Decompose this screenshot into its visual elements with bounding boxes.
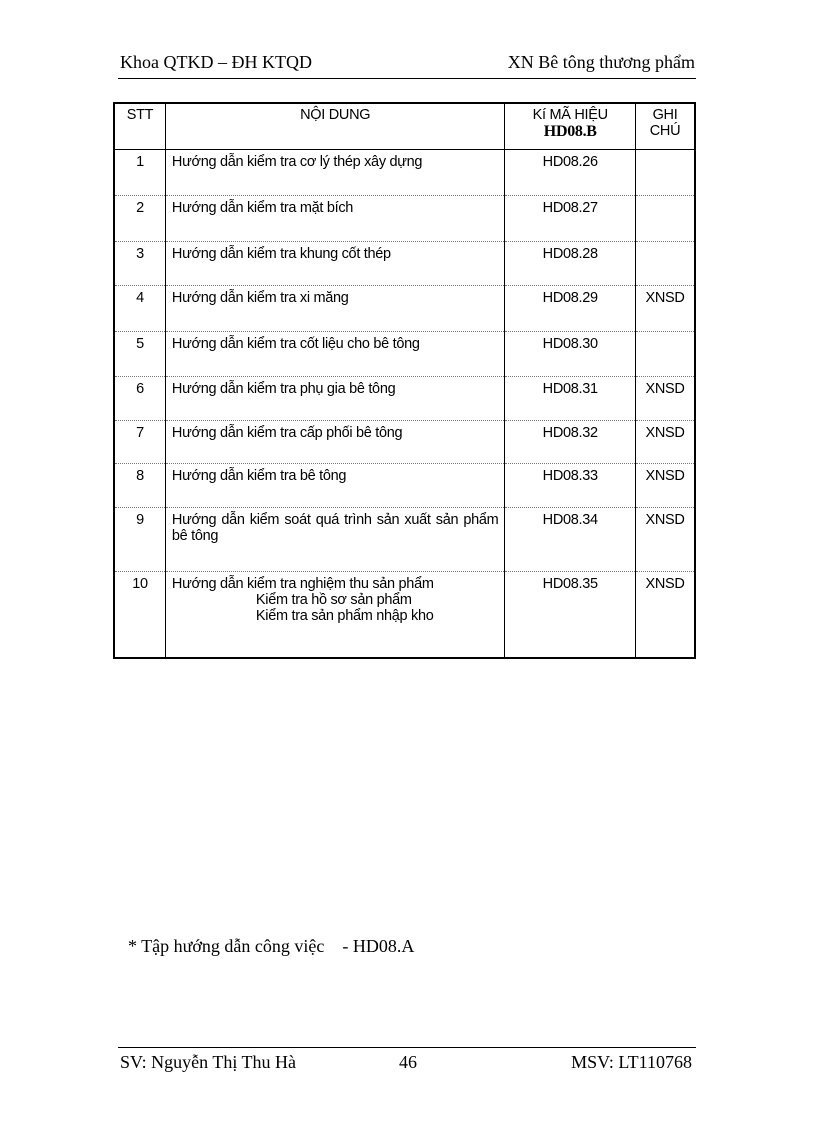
col-header-stt: STT — [114, 103, 165, 150]
cell-note — [636, 332, 695, 377]
table-header-row — [114, 103, 695, 150]
col-header-code — [505, 103, 636, 150]
cell-content: Hướng dẫn kiểm tra cơ lý thép xây dựng — [165, 150, 505, 196]
cell-note — [636, 150, 695, 196]
cell-note: XNSD — [636, 572, 695, 658]
cell-code: HD08.27 — [505, 196, 636, 242]
cell-code: HD08.35 — [505, 572, 636, 658]
cell-content: Hướng dẫn kiểm soát quá trình sản xuất sản phẩm bê tông — [165, 508, 505, 572]
cell-stt: 3 — [114, 242, 165, 286]
table-row — [114, 196, 695, 242]
cell-content-sub: Kiểm tra hồ sơ sản phẩm — [255, 592, 412, 608]
col-header-note-line2: CHÚ — [649, 123, 681, 139]
header-enterprise: XN Bê tông thương phẩm — [507, 52, 695, 72]
cell-stt: 2 — [114, 196, 165, 242]
cell-stt: 4 — [114, 286, 165, 332]
cell-content: Hướng dẫn kiểm tra phụ gia bê tông — [165, 377, 505, 421]
cell-content-main: Hướng dẫn kiểm tra nghiệm thu sản phẩm — [171, 576, 434, 592]
page-number: 46 — [399, 1052, 417, 1072]
cell-code: HD08.30 — [505, 332, 636, 377]
table-row — [114, 572, 695, 658]
col-header-code-value: HD08.B — [543, 123, 597, 140]
table-row — [114, 286, 695, 332]
header-faculty: Khoa QTKD – ĐH KTQD — [120, 52, 312, 72]
cell-code: HD08.33 — [505, 464, 636, 508]
document-list-table — [113, 102, 696, 659]
cell-note: XNSD — [636, 286, 695, 332]
col-header-content: NỘI DUNG — [165, 103, 505, 150]
cell-stt: 10 — [114, 572, 165, 658]
work-instruction-note: * Tập hướng dẫn công việc - HD08.A — [128, 936, 415, 956]
table-row — [114, 150, 695, 196]
table-row — [114, 464, 695, 508]
cell-stt: 6 — [114, 377, 165, 421]
cell-note — [636, 196, 695, 242]
cell-stt: 5 — [114, 332, 165, 377]
cell-code: HD08.26 — [505, 150, 636, 196]
cell-content: Hướng dẫn kiểm tra cốt liệu cho bê tông — [165, 332, 505, 377]
cell-content: Hướng dẫn kiểm tra khung cốt thép — [165, 242, 505, 286]
table-row — [114, 242, 695, 286]
cell-content: Hướng dẫn kiểm tra bê tông — [165, 464, 505, 508]
cell-stt: 1 — [114, 150, 165, 196]
col-header-note-line1: GHI — [652, 107, 678, 123]
cell-code: HD08.29 — [505, 286, 636, 332]
footer-divider — [118, 1047, 696, 1048]
cell-code: HD08.32 — [505, 421, 636, 464]
cell-code: HD08.31 — [505, 377, 636, 421]
cell-note: XNSD — [636, 464, 695, 508]
col-header-note — [636, 103, 695, 150]
cell-note — [636, 242, 695, 286]
cell-code: HD08.34 — [505, 508, 636, 572]
cell-code: HD08.28 — [505, 242, 636, 286]
table-row — [114, 508, 695, 572]
footer-student-name: SV: Nguyễn Thị Thu Hà — [120, 1052, 296, 1072]
cell-stt: 9 — [114, 508, 165, 572]
table-row — [114, 421, 695, 464]
cell-note: XNSD — [636, 377, 695, 421]
cell-note: XNSD — [636, 508, 695, 572]
col-header-code-label: Kí MÃ HIỆU — [532, 107, 608, 123]
table-row — [114, 332, 695, 377]
cell-content: Hướng dẫn kiểm tra mặt bích — [165, 196, 505, 242]
cell-note: XNSD — [636, 421, 695, 464]
cell-content: Hướng dẫn kiểm tra cấp phối bê tông — [165, 421, 505, 464]
cell-content: Hướng dẫn kiểm tra xi măng — [165, 286, 505, 332]
table-row — [114, 377, 695, 421]
cell-content-sub: Kiểm tra sản phẩm nhập kho — [255, 608, 434, 624]
header-divider — [118, 78, 696, 79]
footer-student-id: MSV: LT110768 — [571, 1052, 692, 1072]
cell-stt: 8 — [114, 464, 165, 508]
cell-content — [165, 572, 505, 658]
cell-stt: 7 — [114, 421, 165, 464]
